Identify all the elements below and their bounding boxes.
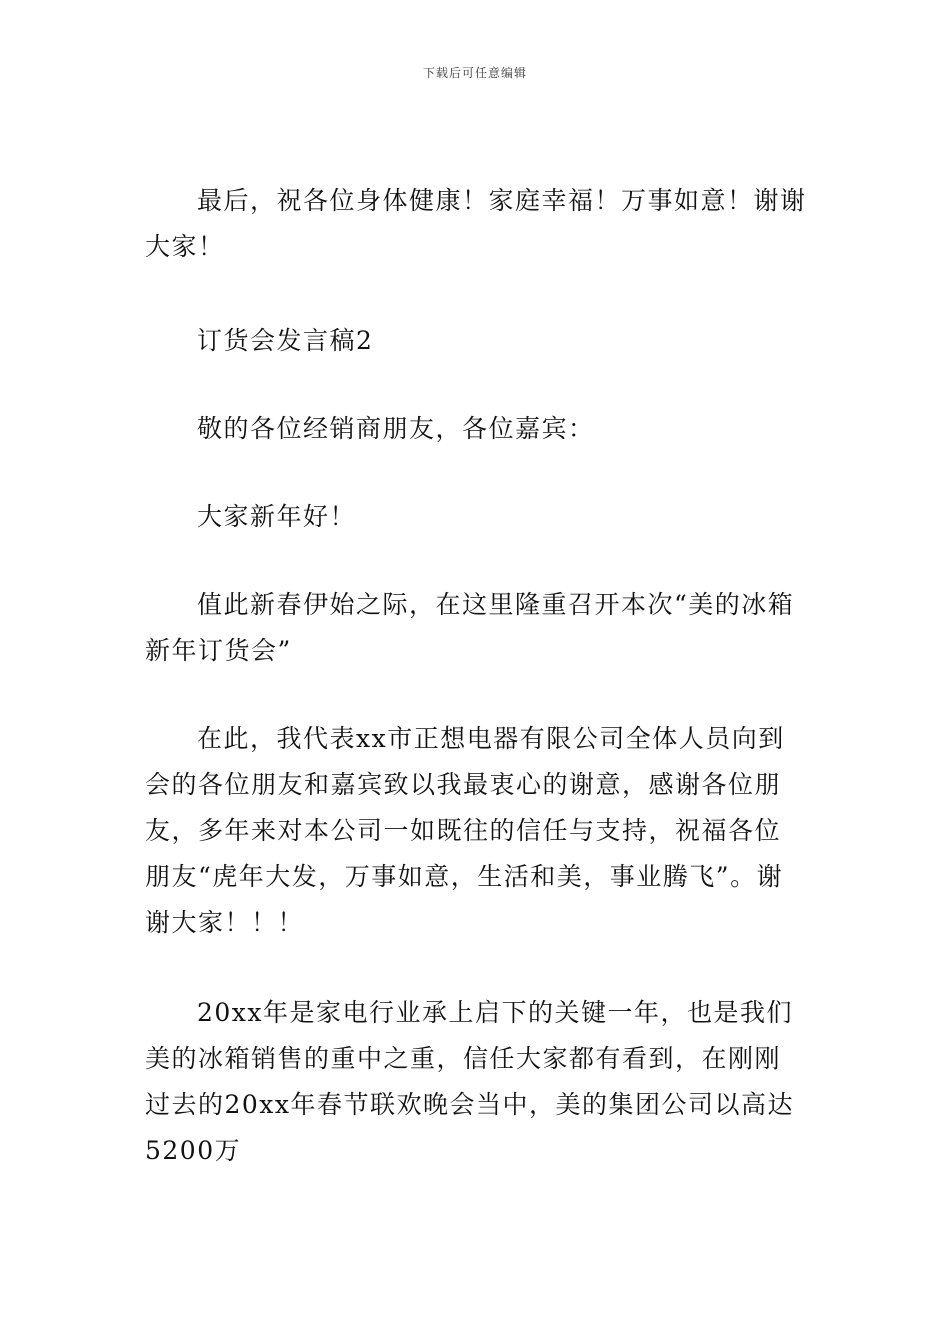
closing-paragraph: 最后，祝各位身体健康！家庭幸福！万事如意！谢谢大家！ (145, 186, 807, 261)
salutation: 敬的各位经销商朋友，各位嘉宾： (197, 414, 595, 443)
opening-paragraph: 值此新春伊始之际，在这里隆重召开本次“美的冰箱新年订货会” (145, 590, 795, 665)
thanks-paragraph: 在此，我代表xx市正想电器有限公司全体人员向到会的各位朋友和嘉宾致以我最衷心的谢意，感谢各位朋友，多年来对本公司一如既往的信任与支持，祝福各位朋友“虎年大发，万事如意，生活和美，事业腾飞”。谢谢大家！！！ (145, 724, 785, 937)
greeting: 大家新年好！ (197, 502, 357, 531)
document-body (145, 178, 807, 1174)
page-header-note: 下载后可任意编辑 (422, 66, 527, 80)
section-title: 订货会发言稿2 (197, 326, 374, 355)
industry-paragraph: 20xx年是家电行业承上启下的关键一年，也是我们美的冰箱销售的重中之重，信任大家都有看到，在刚刚过去的20xx年春节联欢晚会当中，美的集团公司以高达5200万 (145, 998, 795, 1165)
